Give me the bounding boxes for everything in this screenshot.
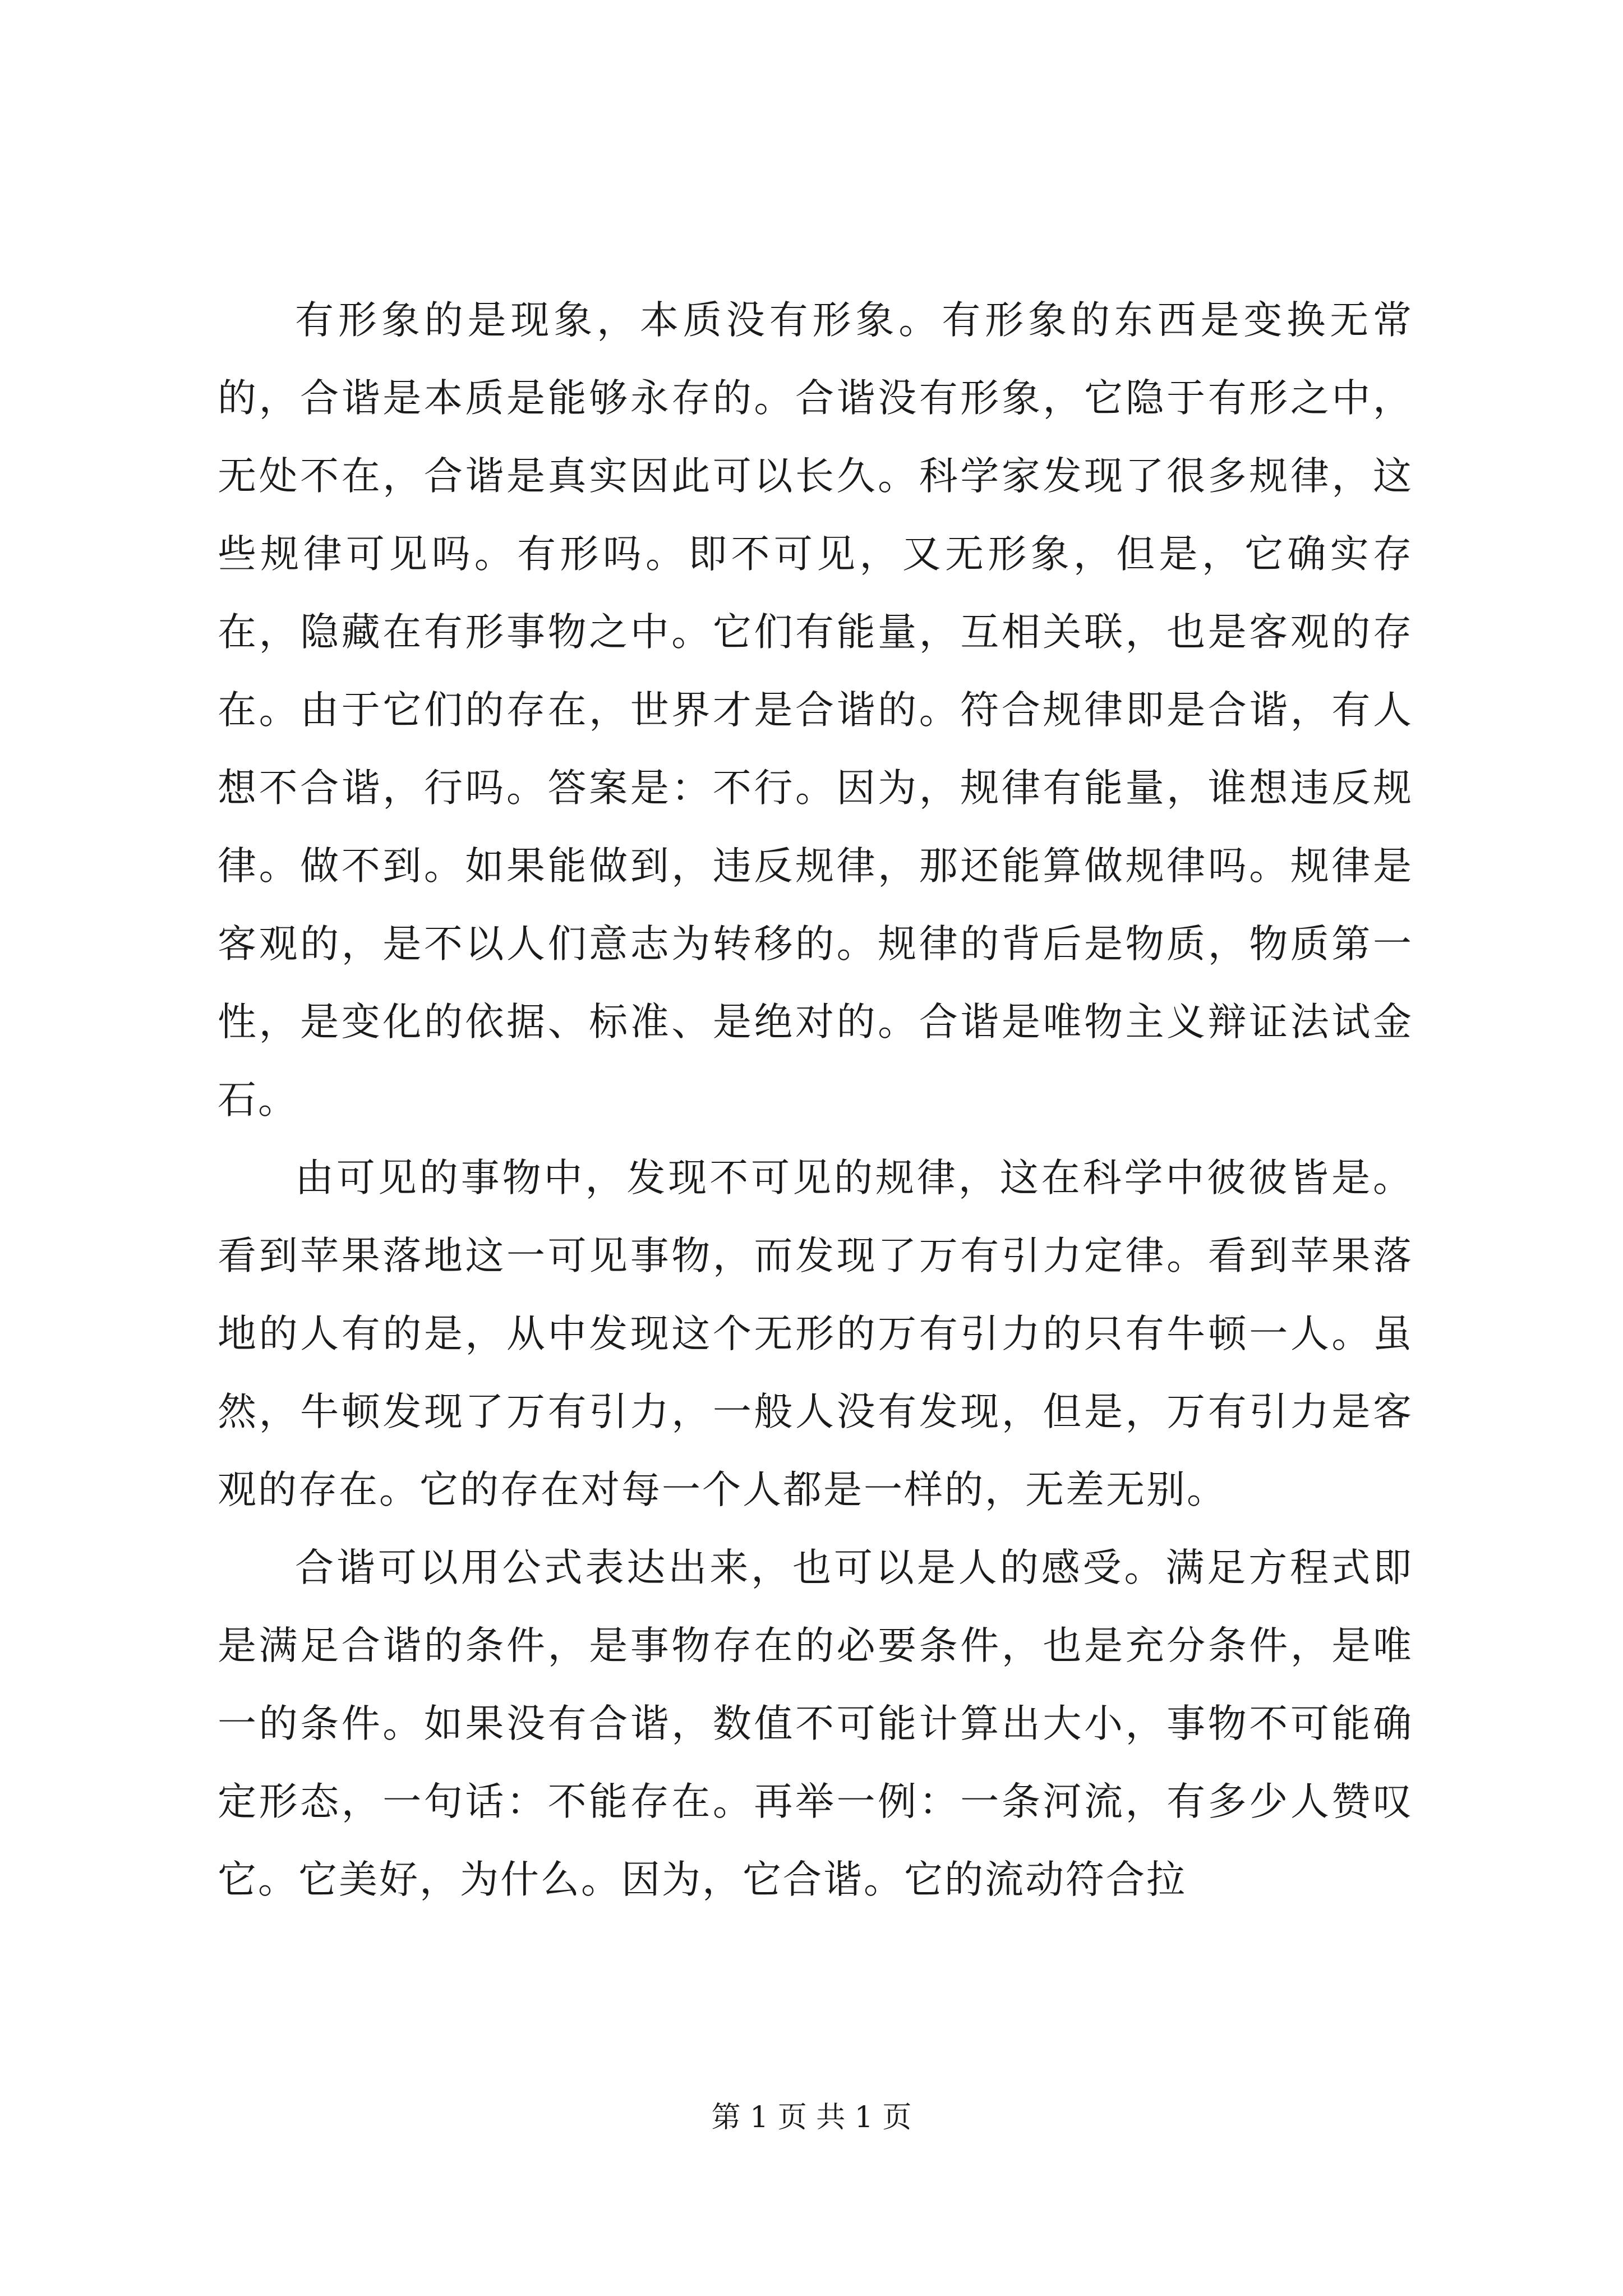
- page-footer: 第 1 页 共 1 页: [711, 2101, 912, 2134]
- paragraph-1: 有形象的是现象，本质没有形象。有形象的东西是变换无常的，合谐是本质是能够永存的。合谐没有形象，它隐于有形之中，无处不在，合谐是真实因此可以长久。科学家发现了很多规律，这些规律可见吗。有形吗。即不可见，又无形象，但是，它确实存在，隐藏在有形事物之中。它们有能量，互相关联，也是客观的存在。由于它们的存在，世界才是合谐的。符合规律即是合谐，有人想不合谐，行吗。答案是：不行。因为，规律有能量，谁想违反规律。做不到。如果能做到，违反规律，那还能算做规律吗。规律是客观的，是不以人们意志为转移的。规律的背后是物质，物质第一性，是变化的依据、标准、是绝对的。合谐是唯物主义辩证法试金石。: [218, 298, 1413, 1122]
- paragraph-3: 合谐可以用公式表达出来，也可以是人的感受。满足方程式即是满足合谐的条件，是事物存在的必要条件，也是充分条件，是唯一的条件。如果没有合谐，数值不可能计算出大小，事物不可能确定形态，一句话：不能存在。再举一例：一条河流，有多少人赞叹它。它美好，为什么。因为，它合谐。它的流动符合拉: [218, 1545, 1413, 1902]
- document-body: [218, 282, 1413, 1919]
- paragraph-2: 由可见的事物中，发现不可见的规律，这在科学中彼彼皆是。看到苹果落地这一可见事物，而发现了万有引力定律。看到苹果落地的人有的是，从中发现这个无形的万有引力的只有牛顿一人。虽然，牛顿发现了万有引力，一般人没有发现，但是，万有引力是客观的存在。它的存在对每一个人都是一样的，无差无别。: [218, 1156, 1413, 1512]
